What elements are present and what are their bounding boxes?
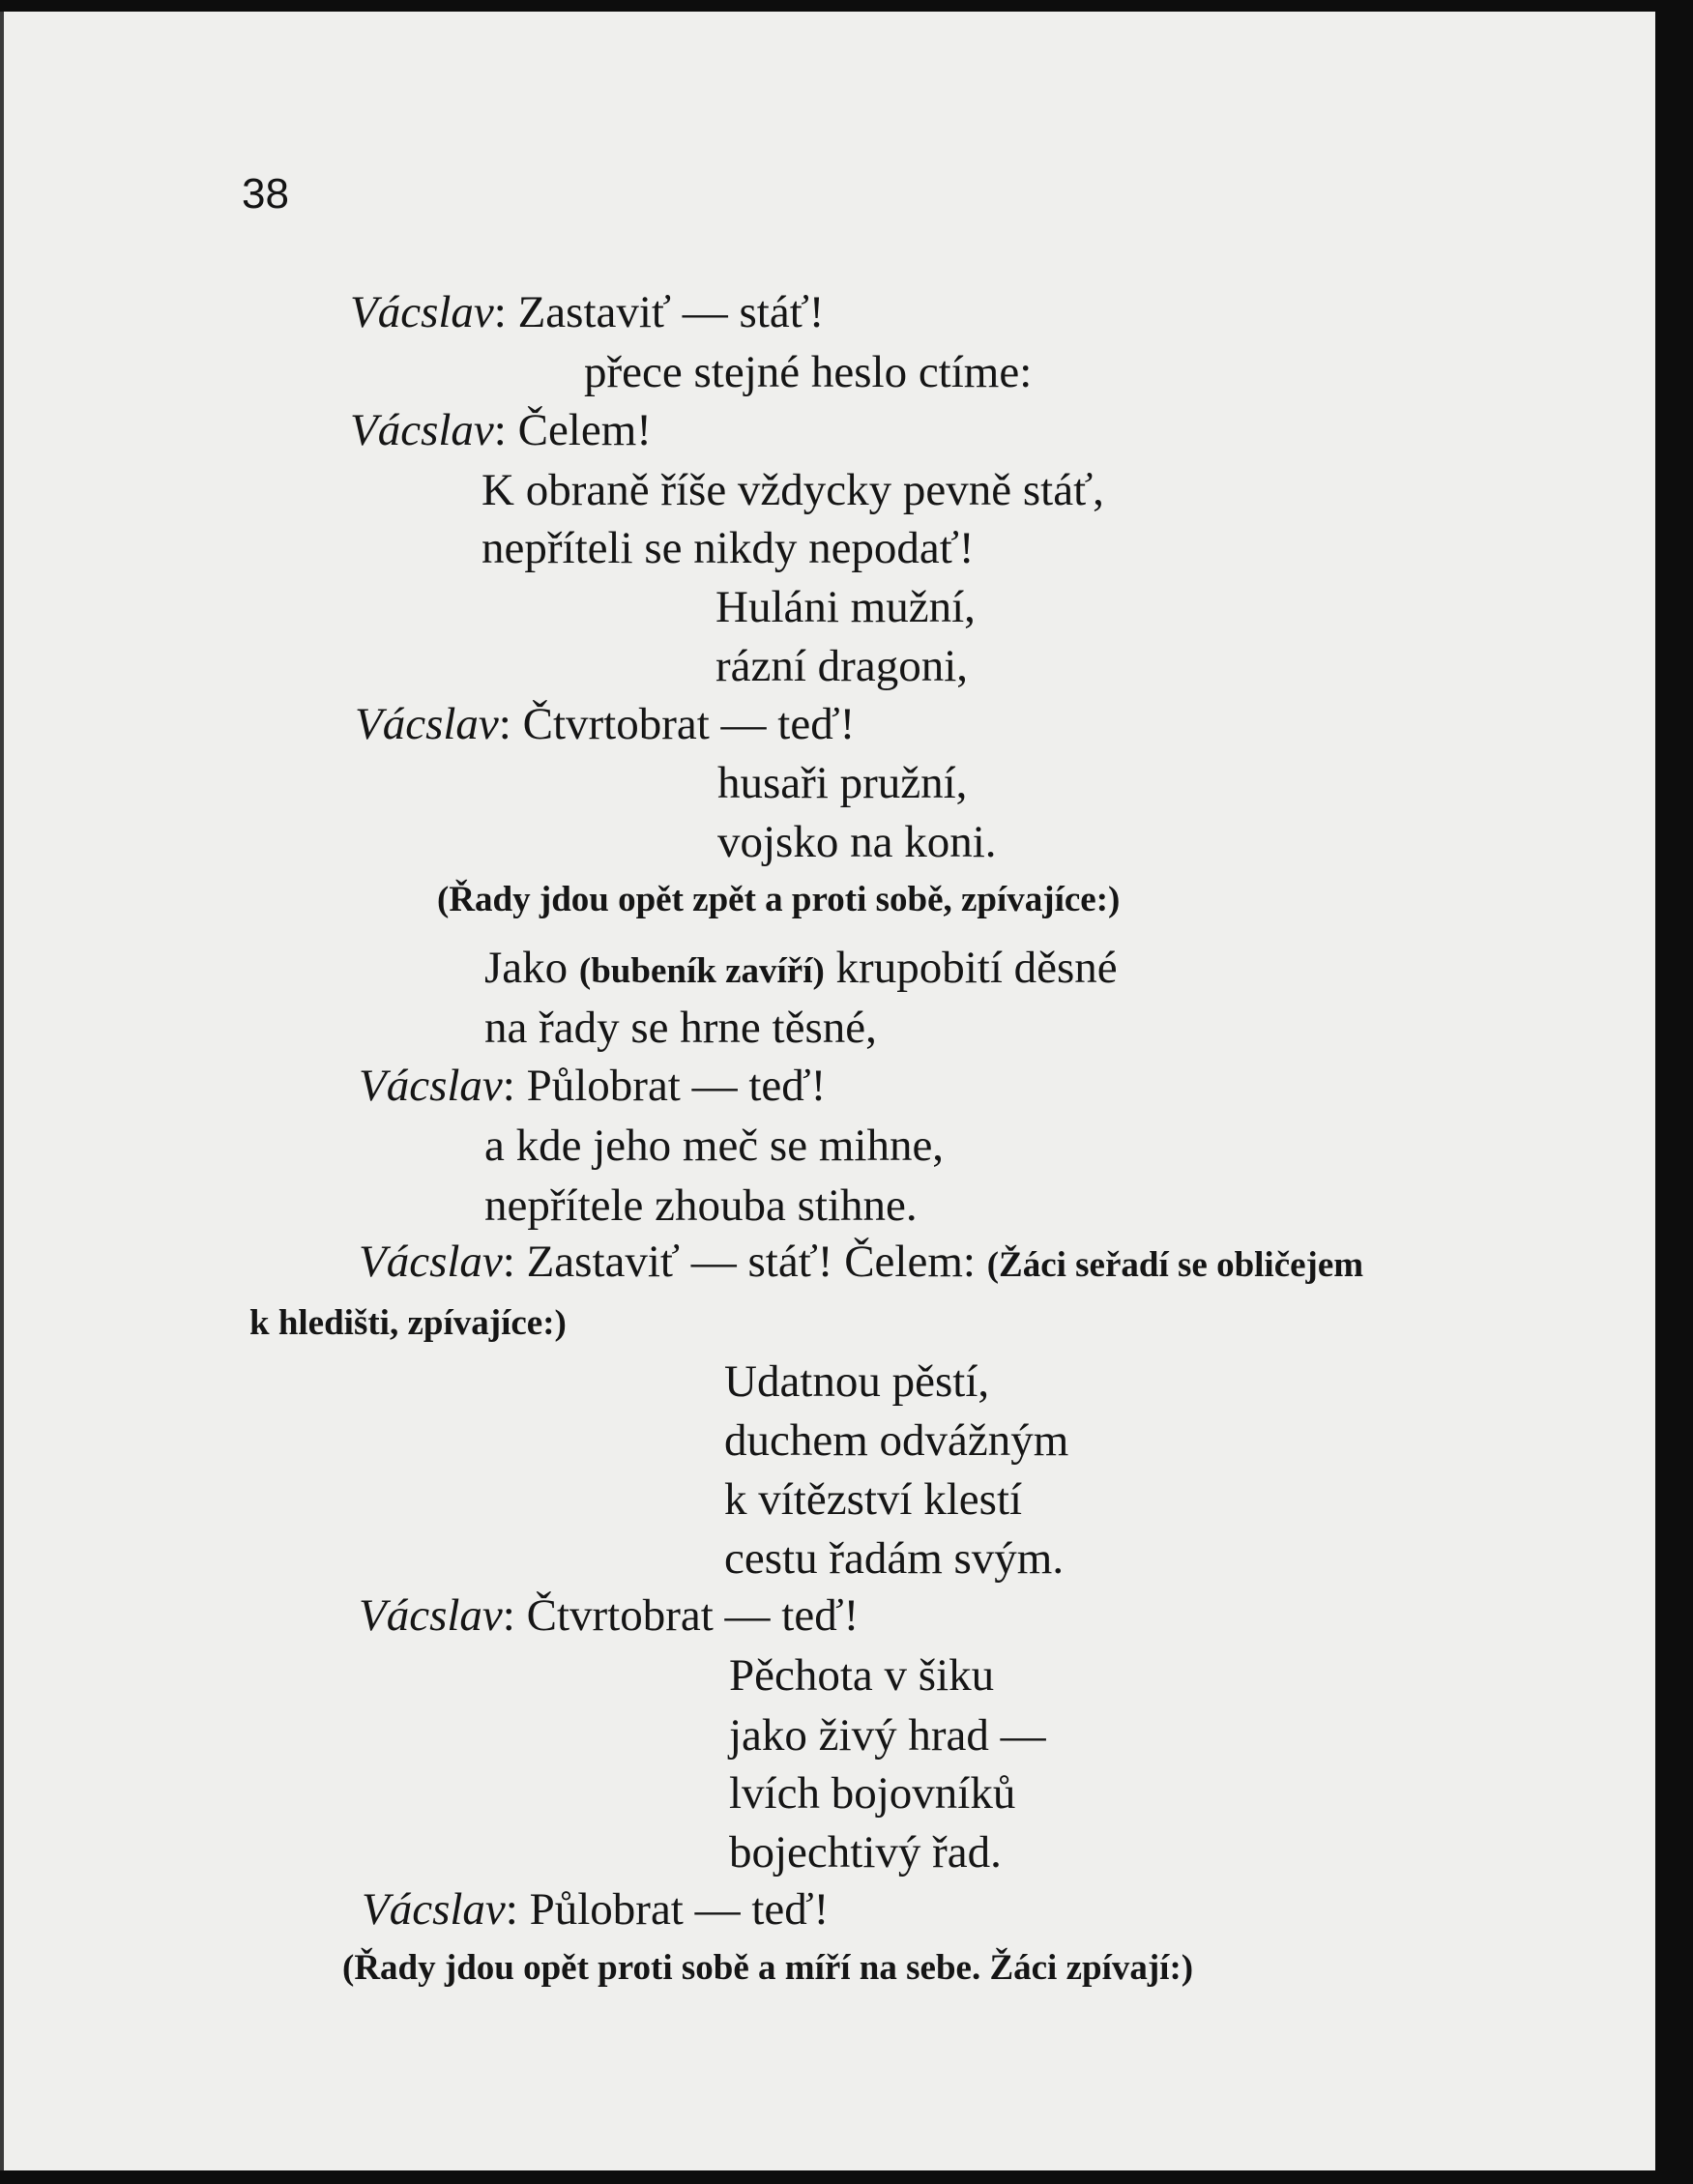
line-text: nepřítele zhouba stihne. [484,1180,918,1231]
verse-line [350,287,825,337]
line-text: rázní dragoni, [715,641,969,691]
stage-text: (Řady jdou opět zpět a proti sobě, zpívajíce:) [437,880,1121,919]
speaker-name: Vácslav [350,287,494,337]
line-text: : Čtvrtobrat — teď! [498,699,856,749]
line-text: lvích bojovníků [729,1768,1016,1819]
speaker-name: Vácslav [359,1237,503,1287]
verse-line [715,582,976,632]
verse-line [359,1590,860,1641]
verse-line [359,1063,826,1109]
stage-text: (Řady jdou opět proti sobě a míří na sebe. Žáci zpívají:) [342,1948,1194,1988]
verse-line [584,347,1033,397]
line-text: Pěchota v šiku [729,1650,995,1701]
verse-line [715,641,969,691]
line-text: cestu řadám svým. [724,1533,1065,1584]
line-text: Jako [484,943,579,993]
verse-line [484,1123,944,1169]
line-text: : Půlobrat — teď! [502,1061,827,1111]
line-text: na řady se hrne těsné, [484,1003,877,1053]
page-number: 38 [242,170,289,218]
verse-line [482,465,1104,515]
speaker-name: Vácslav [355,699,499,749]
verse-line [729,1827,1002,1878]
line-text: vojsko na koni. [717,817,997,867]
line-text: bojechtivý řad. [729,1827,1002,1878]
stage-direction [249,1305,567,1341]
verse-line [350,405,652,455]
line-text: Huláni mužní, [715,582,976,632]
stage-text: k hledišti, zpívajíce:) [249,1303,567,1343]
line-text: : Čelem! [493,405,652,455]
verse-line [724,1356,990,1407]
inline-stage-direction: (bubeník zavíří) [578,951,825,991]
line-text: krupobití děsné [824,943,1118,993]
line-text: husaři pružní, [717,758,968,808]
speaker-name: Vácslav [350,405,494,455]
verse-line [724,1415,1069,1466]
stage-direction [437,882,1120,917]
verse-line [724,1533,1065,1584]
line-text: : Čtvrtobrat — teď! [502,1590,860,1641]
verse-line [729,1768,1016,1819]
verse-line [482,523,975,573]
verse-line [724,1474,1023,1525]
line-text: jako živý hrad — [729,1710,1046,1761]
line-text: k vítězství klestí [724,1474,1023,1525]
verse-line [484,1005,877,1051]
speaker-name: Vácslav [359,1590,503,1641]
verse-line [362,1884,830,1935]
verse-line [359,1239,1363,1285]
speaker-name: Vácslav [362,1884,506,1935]
speaker-name: Vácslav [359,1061,503,1111]
line-text: nepříteli se nikdy nepodať! [482,523,975,573]
line-text: : Zastaviť — stáť! Čelem: [502,1237,987,1287]
line-text: : Půlobrat — teď! [505,1884,830,1935]
book-page [0,12,1655,2170]
verse-line [729,1710,1046,1761]
line-text: a kde jeho meč se mihne, [484,1121,945,1171]
verse-line [729,1650,995,1701]
line-text: přece stejné heslo ctíme: [584,347,1033,397]
inline-stage-direction: (Žáci seřadí se obličejem [986,1245,1364,1285]
line-text: : Zastaviť — stáť! [493,287,825,337]
verse-line [484,943,1118,993]
verse-line [355,699,856,749]
verse-line [717,758,968,808]
verse-line [484,1180,918,1231]
line-text: duchem odvážným [724,1415,1069,1466]
line-text: K obraně říše vždycky pevně stáť, [482,465,1104,515]
verse-line [717,817,997,867]
line-text: Udatnou pěstí, [724,1356,990,1407]
stage-direction [342,1950,1193,1986]
